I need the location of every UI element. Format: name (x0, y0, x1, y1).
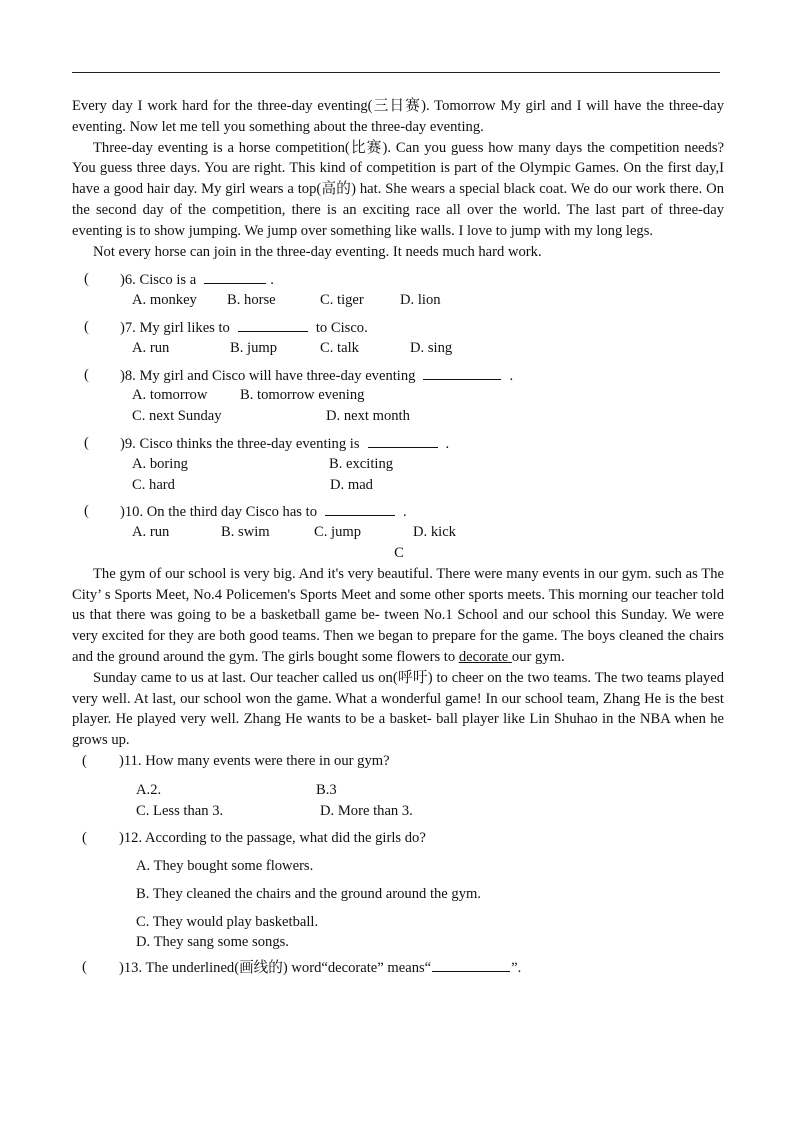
answer-paren[interactable]: ( (84, 271, 89, 288)
options-row (72, 801, 724, 822)
answer-blank[interactable] (432, 957, 510, 972)
option-d[interactable]: D. mad (330, 476, 373, 493)
options-row (72, 406, 724, 427)
answer-blank[interactable] (238, 317, 308, 332)
answer-paren[interactable]: ( (84, 503, 89, 520)
answer-paren[interactable]: ( (82, 959, 87, 976)
option-b[interactable]: B. horse (227, 292, 276, 309)
question-10: ( )10. On the third day Cisco has to . (84, 503, 407, 521)
options-row (72, 338, 724, 359)
options-row (72, 932, 724, 953)
option-d[interactable]: D. kick (413, 524, 456, 541)
question-text: )12. According to the passage, what did the girls do? (119, 830, 426, 847)
question-text: )11. How many events were there in our gym? (119, 752, 390, 769)
option-c[interactable]: C. next Sunday (132, 408, 222, 425)
option-d[interactable]: D. sing (410, 339, 453, 356)
option-d[interactable]: D. lion (400, 292, 441, 309)
option-a[interactable]: A.2. (136, 781, 162, 798)
option-c[interactable]: C. tiger (320, 292, 364, 309)
option-b[interactable]: B. exciting (329, 455, 394, 472)
question-6: ( )6. Cisco is a . (84, 271, 274, 289)
option-c[interactable]: C. Less than 3. (136, 802, 224, 819)
option-c[interactable]: C. jump (314, 524, 362, 541)
header-rule (72, 72, 720, 73)
options-row (72, 290, 724, 311)
passage-b-paragraph-3: Not every horse can join in the three-day eventing. It needs much hard work. (93, 243, 542, 260)
option-d[interactable]: D. They sang some songs. (136, 934, 289, 951)
option-b[interactable]: B.3 (316, 781, 337, 798)
passage-c-paragraph-1: The gym of our school is very big. And it's very beautiful. There were many events in our gym. such as The City’ s Sports Meet, No.4 Policemen's Sports Meet and some other sports meets. This morning our teacher told us that there was going to be a basketball game be- tween No.1 School and our school this Sunday. We were very excited for they are both good teams. Then we began to prepare for the game. The boys cleaned the chairs and the ground around the gym. The girls bought some flowers to decorate our gym. (72, 565, 724, 665)
answer-blank[interactable] (368, 433, 438, 448)
option-a[interactable]: A. They bought some flowers. (136, 858, 314, 875)
answer-blank[interactable] (325, 501, 395, 516)
option-d[interactable]: D. next month (326, 408, 410, 425)
option-b[interactable]: B. They cleaned the chairs and the ground around the gym. (136, 885, 482, 902)
option-a[interactable]: A. run (132, 339, 170, 356)
option-a[interactable]: A. run (132, 524, 170, 541)
question-text: )7. My girl likes to (120, 319, 230, 336)
answer-blank[interactable] (423, 365, 501, 380)
option-b[interactable]: B. swim (221, 524, 270, 541)
question-text: )13. The underlined(画线的) word“decorate” means“ (119, 960, 432, 977)
answer-paren[interactable]: ( (82, 752, 87, 769)
answer-paren[interactable]: ( (84, 434, 89, 451)
option-c[interactable]: C. hard (132, 476, 175, 493)
page-content (72, 96, 724, 978)
option-b[interactable]: B. tomorrow evening (240, 387, 365, 404)
question-13: ( )13. The underlined(画线的) word“decorate” means“ ”. (82, 959, 522, 977)
question-text: )6. Cisco is a (120, 272, 197, 289)
passage-c-paragraph-2: Sunday came to us at last. Our teacher called us on(呼吁) to cheer on the two teams. The two teams played very well. At last, our school won the game. What a wonderful game! In our school team, Zhang He is the best player. He played very well. Zhang He wants to be a basket- ball player like Lin Shuhao in the NBA when he grows up. (72, 669, 724, 749)
option-c[interactable]: C. talk (320, 339, 359, 356)
answer-blank[interactable] (204, 269, 266, 284)
question-text: )9. Cisco thinks the three-day eventing is (120, 435, 360, 452)
option-c[interactable]: C. They would play basketball. (136, 913, 319, 930)
question-text: )8. My girl and Cisco will have three-day eventing (120, 367, 416, 384)
section-c-label: C (394, 544, 404, 561)
passage-b-paragraph-2: Three-day eventing is a horse competition(比赛). Can you guess how many days the competition needs? You guess three days. You are right. This kind of competition is part of the Olympic Games. On the first day,I have a good hair day. My girl wears a top(高的) hat. She wears a special black coat. We do our work there. On the second day of the competition, there is an exciting race all over the world. The last part of three-day eventing is to show jumping. We jump over something like walls. I love to jump with my long legs. (72, 139, 724, 239)
options-row (72, 780, 724, 801)
passage-b-paragraph-1: Every day I work hard for the three-day eventing(三日赛). Tomorrow My girl and I will have the three-day eventing. Now let me tell you something about the three-day eventing. (72, 98, 724, 135)
options-row (72, 475, 724, 496)
question-7: ( )7. My girl likes to to Cisco. (84, 318, 368, 336)
option-a[interactable]: A. monkey (132, 292, 197, 309)
underlined-word: decorate (458, 648, 512, 665)
question-9: ( )9. Cisco thinks the three-day eventing is . (84, 434, 450, 452)
question-12 (72, 828, 724, 849)
option-b[interactable]: B. jump (230, 339, 278, 356)
answer-paren[interactable]: ( (82, 830, 87, 847)
option-a[interactable]: A. boring (132, 455, 188, 472)
options-row (72, 522, 724, 543)
answer-paren[interactable]: ( (84, 318, 89, 335)
options-row (72, 884, 724, 905)
question-text: )10. On the third day Cisco has to (120, 504, 317, 521)
options-row (72, 912, 724, 933)
options-row (72, 454, 724, 475)
options-row (72, 385, 724, 406)
options-row (72, 856, 724, 877)
option-d[interactable]: D. More than 3. (320, 802, 413, 819)
question-8: ( )8. My girl and Cisco will have three-day eventing . (84, 366, 514, 384)
question-11 (72, 751, 724, 772)
option-a[interactable]: A. tomorrow (132, 387, 208, 404)
answer-paren[interactable]: ( (84, 366, 89, 383)
